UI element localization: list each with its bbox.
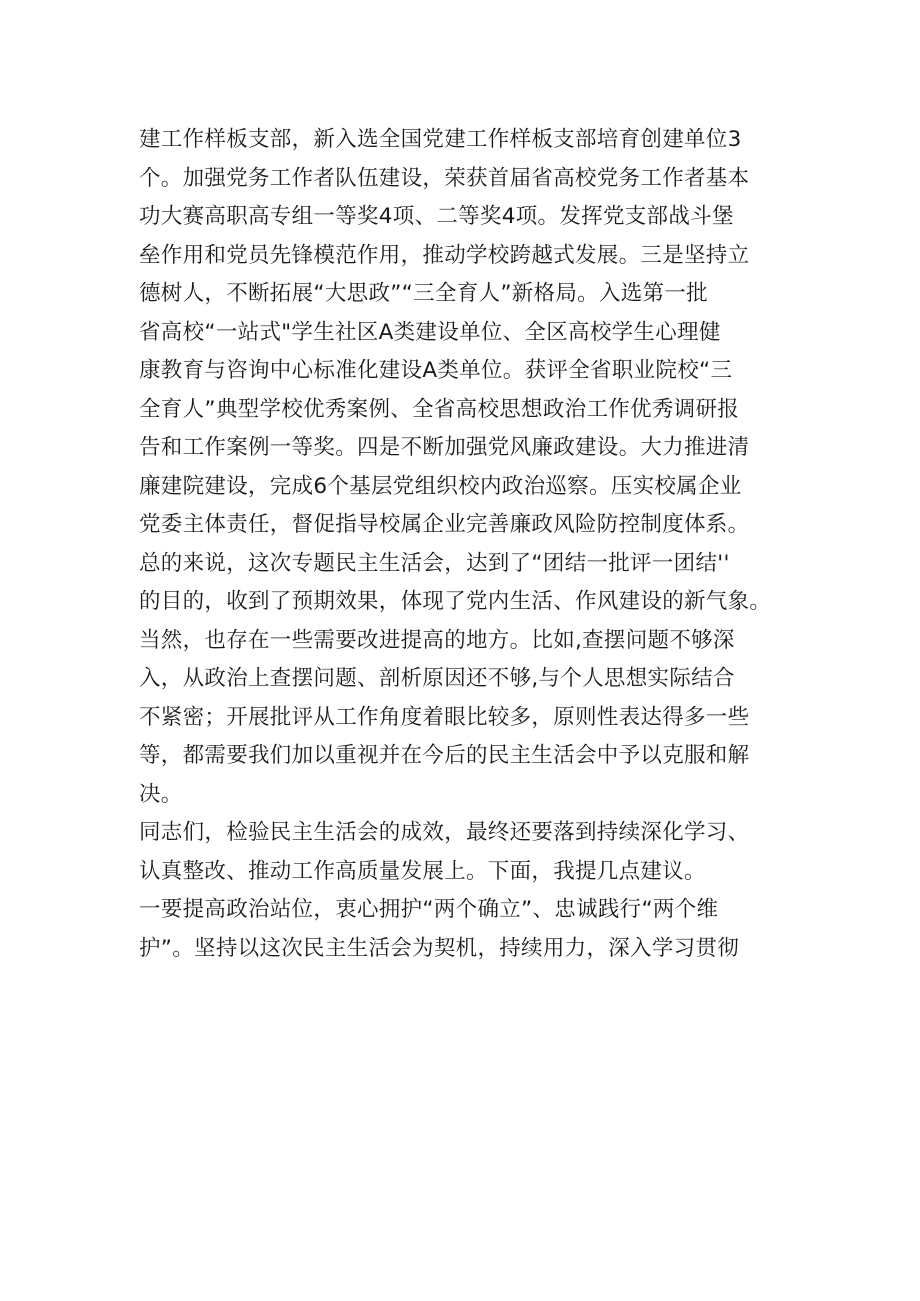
text-line: 认真整改、推动工作高质量发展上。下面，我提几点建议。	[139, 858, 706, 884]
text-line: 告和工作案例一等奖。四是不断加强党风廉政建设。大力推进清	[139, 435, 750, 460]
text-line: 建工作样板支部，新入选全国党建工作样板支部培育创建单位3	[139, 127, 742, 152]
text-line: 个。加强党务工作者队伍建设，荣获首届省高校党务工作者基本	[139, 165, 750, 191]
text-line: 功大赛高职高专组一等奖4项、二等奖4项。发挥党支部战斗堡	[139, 204, 734, 229]
text-line: 的目的，收到了预期效果，体现了党内生活、作风建设的新气象。	[139, 589, 772, 614]
text-line: 同志们，检验民主生活会的成效，最终还要落到持续深化学习、	[139, 820, 750, 845]
text-line: 党委主体责任，督促指导校属企业完善廉政风险防控制度体系。	[139, 512, 750, 537]
text-line: 省高校“一站式"学生社区A类建设单位、全区高校学生心理健	[139, 319, 721, 345]
text-line: 廉建院建设，完成6个基层党组织校内政治巡察。压实校属企业	[139, 473, 742, 499]
text-line: 等，都需要我们加以重视并在今后的民主生活会中予以克服和解	[139, 743, 750, 768]
text-line: 不紧密；开展批评从工作角度着眼比较多，原则性表达得多一些	[139, 704, 750, 730]
text-line: 全育人”典型学校优秀案例、全省高校思想政治工作优秀调研报	[139, 396, 740, 422]
text-line: 护”。坚持以这次民主生活会为契机，持续用力，深入学习贯彻	[139, 935, 740, 961]
text-line: 一要提高政治站位，衷心拥护“两个确立”、忠诚践行“两个维	[139, 897, 719, 922]
text-line: 德树人，不断拓展“大思政”“三全育人”新格局。入选第一批	[139, 281, 708, 306]
text-line: 康教育与咨询中心标准化建设A类单位。获评全省职业院校“三	[139, 358, 733, 383]
text-line: 垒作用和党员先锋模范作用，推动学校跨越式发展。三是坚持立	[139, 242, 750, 268]
text-line: 总的来说，这次专题民主生活会，达到了“团结一批评一团结''	[139, 550, 730, 576]
body-text	[139, 121, 799, 968]
text-line: 入，从政治上查摆问题、剖析原因还不够,与个人思想实际结合	[139, 666, 735, 691]
text-line: 当然，也存在一些需要改进提高的地方。比如,查摆问题不够深	[139, 627, 735, 653]
text-line: 决。	[139, 781, 183, 807]
